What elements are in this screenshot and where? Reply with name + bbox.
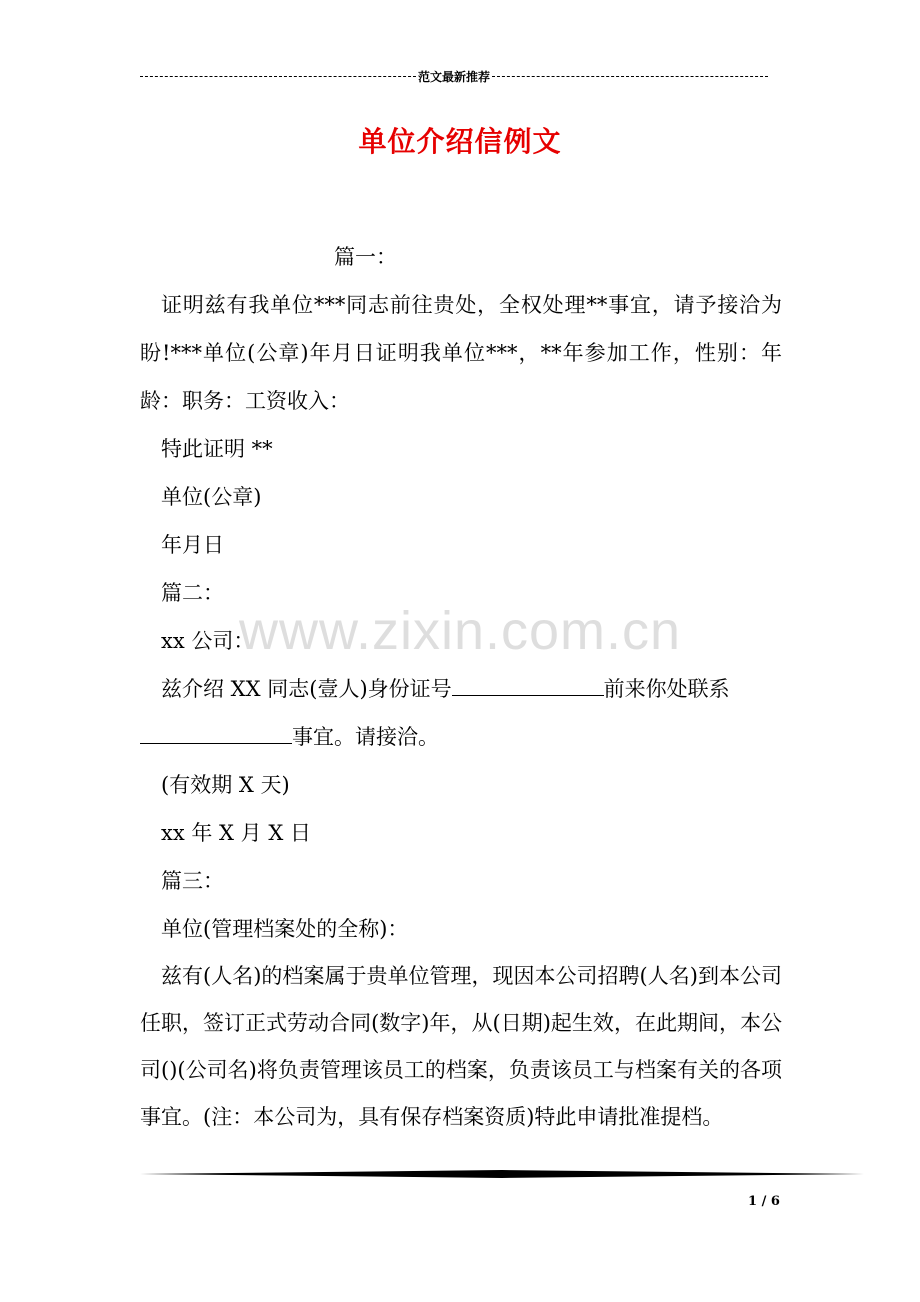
- section2-date: xx 年 X 月 X 日: [161, 821, 311, 845]
- section2-paragraph-line1: [140, 665, 782, 713]
- id-number-blank: [452, 673, 604, 696]
- section3-addressee: 单位(管理档案处的全称)：: [161, 917, 409, 941]
- section2-addressee: xx 公司：: [161, 629, 255, 653]
- section1-line-certify: 特此证明 **: [161, 437, 273, 461]
- header-dash-left: [140, 76, 416, 77]
- section2-contact-text: 前来你处联系: [603, 677, 730, 701]
- page-header: [140, 68, 768, 84]
- document-body: [140, 233, 782, 1141]
- section2-intro-text: 兹介绍 XX 同志(壹人)身份证号: [161, 677, 452, 701]
- section2-closing-text: 事宜。请接洽。: [292, 725, 439, 749]
- section3-paragraph: 兹有(人名)的档案属于贵单位管理，现因本公司招聘(人名)到本公司任职，签订正式劳动合同(数字)年，从(日期)起生效，在此期间，本公司()(公司名)将负责管理该员工的档案，负责该员工与档案有关的各项事宜。(注：本公司为，具有保存档案资质)特此申请批准提档。: [140, 964, 782, 1129]
- watermark: www.zixin.com.cn: [238, 601, 682, 661]
- section2-heading: 篇二：: [161, 581, 224, 605]
- page-number: 1 / 6: [748, 1194, 780, 1209]
- section3-heading: 篇三：: [161, 869, 224, 893]
- section2-validity: (有效期 X 天): [161, 773, 290, 797]
- section1-line-date: 年月日: [161, 533, 224, 557]
- document-title: 单位介绍信例文: [358, 125, 562, 158]
- matter-blank: [140, 721, 292, 744]
- section1-paragraph: 证明兹有我单位***同志前往贵处，全权处理**事宜，请予接洽为盼!***单位(公章)年月日证明我单位***，**年参加工作，性别：年龄：职务：工资收入：: [140, 293, 782, 413]
- section1-heading: 篇一：: [334, 245, 397, 269]
- section1-line-seal: 单位(公章): [161, 485, 262, 509]
- header-label: 范文最新推荐: [418, 69, 491, 84]
- section2-paragraph-line2: [140, 713, 782, 761]
- footer-rule: [140, 1167, 864, 1181]
- header-dash-right: [492, 76, 768, 77]
